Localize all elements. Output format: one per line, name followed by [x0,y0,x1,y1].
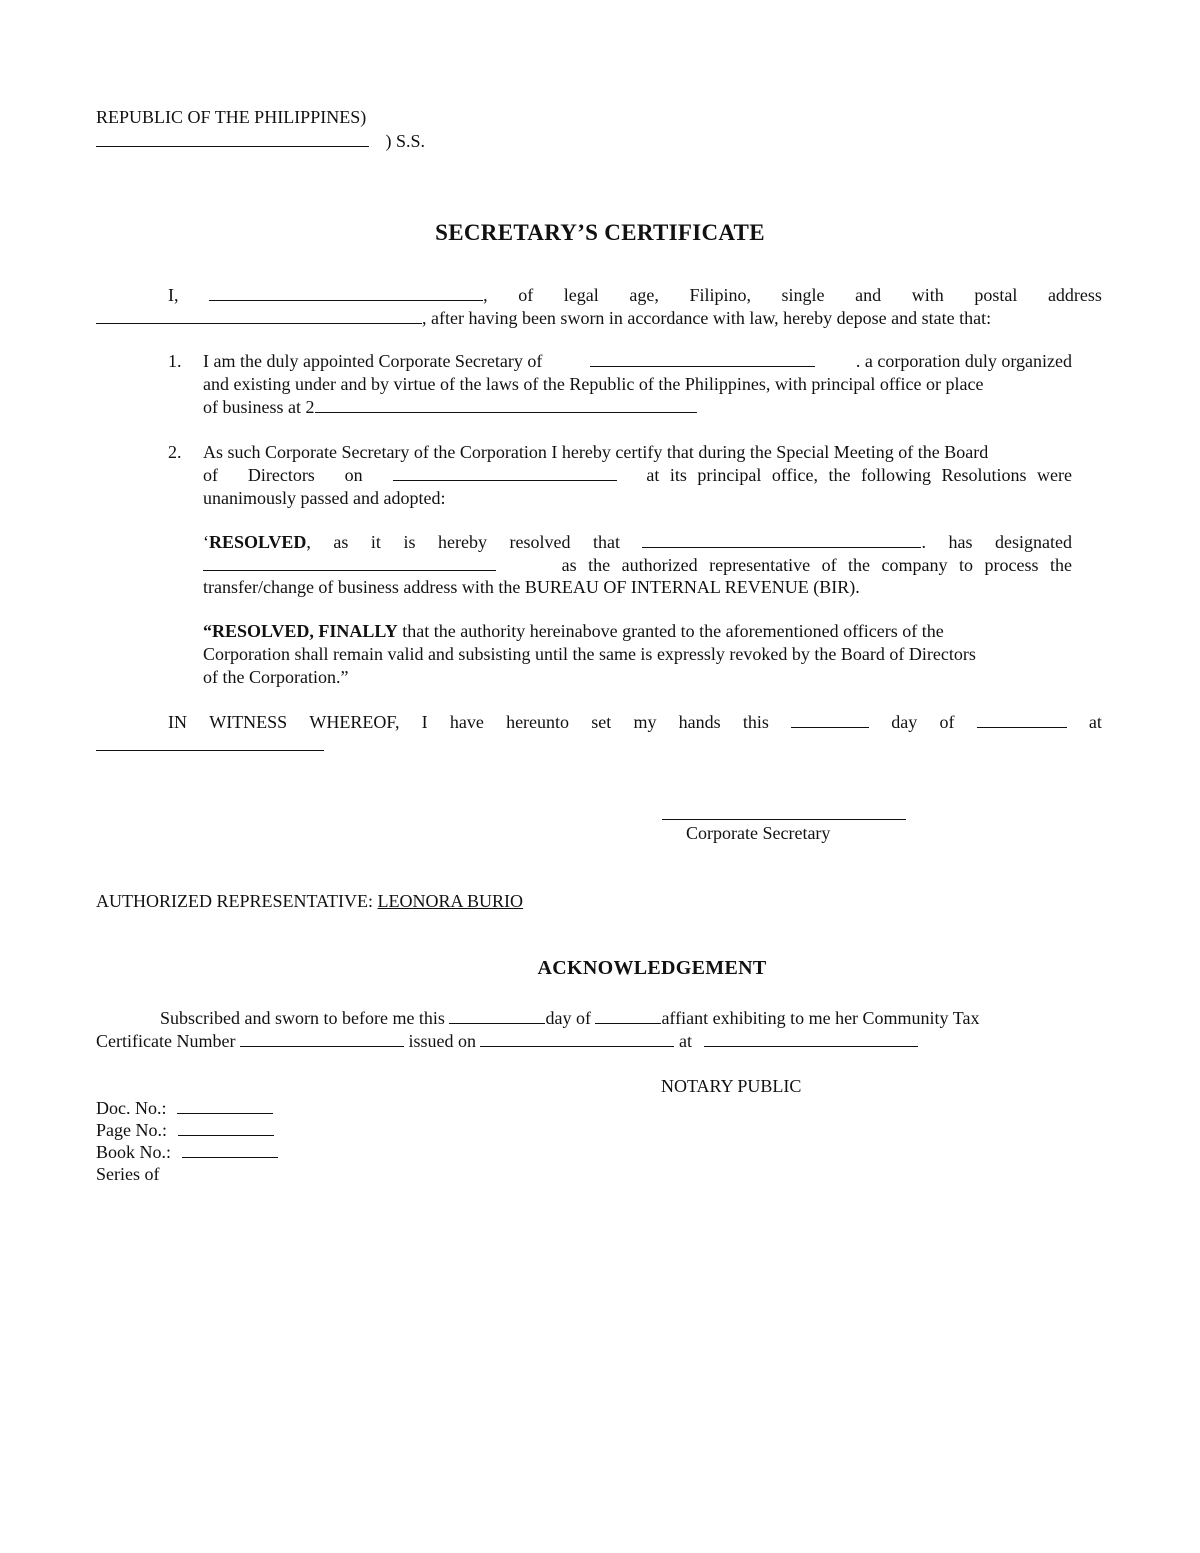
item1-text: . a corporation duly organized [855,351,1072,371]
corporation-field: . [642,531,926,554]
signature-blank[interactable] [662,803,906,820]
witness-day-blank[interactable] [791,711,869,728]
item2-line-1: As such Corporate Secretary of the Corporation I hereby certify that during the Special Meeting of the Board [203,442,989,462]
venue-blank[interactable] [96,130,369,147]
witness-word: of [939,712,955,732]
resolution1-line-2 [203,554,1072,577]
page-no-blank[interactable] [178,1119,274,1136]
intro-word: of [518,285,534,305]
ack-month-blank[interactable] [595,1007,661,1024]
resolution2-line-1: “RESOLVED, FINALLY that the authority hereinabove granted to the aforementioned officers of the [203,621,944,641]
witness-word: IN [168,712,187,732]
intro-word: postal [974,285,1018,305]
item1-line-2: and existing under and by virtue of the laws of the Republic of the Philippines, with principal office or place [203,374,984,394]
intro-word: Filipino, [689,285,751,305]
res1-text: as the authorized representative of the company to process the [561,555,1072,575]
intro-word: single [781,285,825,305]
ss-label: ) S.S. [385,131,426,151]
corporation-blank[interactable] [642,531,921,548]
witness-place-blank[interactable] [96,734,324,751]
ack-line-2: Certificate Number issued on at [96,1030,918,1053]
res1-word: hereby [437,532,487,552]
resolution2-line-3: of the Corporation.” [203,667,349,687]
doc-no-blank[interactable] [177,1097,273,1114]
meeting-date-blank[interactable] [393,464,617,481]
issued-on-blank[interactable] [480,1030,674,1047]
intro-word: address [1047,285,1102,305]
book-no-blank[interactable] [182,1141,278,1158]
witness-word: have [449,712,484,732]
item1-line-3: of business at 2 [203,396,697,419]
item2-word: of [203,465,218,485]
witness-word: hereunto [506,712,570,732]
res1-word: designated [995,532,1072,552]
page-no-line: Page No.: [96,1119,274,1142]
intro-word: legal [563,285,599,305]
postal-address-blank[interactable] [96,307,422,324]
witness-word: I [421,712,428,732]
witness-word: this [742,712,769,732]
ack-day-blank[interactable] [449,1007,545,1024]
intro-word: I, [168,285,179,305]
item2-line-3: unanimously passed and adopted: [203,488,446,508]
witness-word: WHEREOF, [309,712,400,732]
signature-label: Corporate Secretary [686,823,831,843]
item1-text: I am the duly appointed Corporate Secretary of [203,351,543,371]
business-address-blank[interactable] [315,396,697,413]
issued-at-blank[interactable] [704,1030,918,1047]
corporation-name-blank[interactable] [590,350,815,367]
acknowledgement-title: ACKNOWLEDGEMENT [537,957,767,979]
item2-text: at its principal office, the following Resolutions were [646,465,1072,485]
witness-month-blank[interactable] [977,711,1067,728]
item2-word: Directors [247,465,315,485]
intro-word: and [855,285,882,305]
witness-word: hands [678,712,721,732]
resolution1-line-3: transfer/change of business address with the BUREAU OF INTERNAL REVENUE (BIR). [203,577,860,597]
witness-word: my [633,712,657,732]
authorized-name: LEONORA BURIO [377,891,524,911]
authorized-representative [96,890,523,913]
witness-word: set [591,712,612,732]
witness-line-1 [168,711,1102,734]
ctc-number-blank[interactable] [240,1030,404,1047]
res1-word: is [403,532,416,552]
venue-line [96,130,425,153]
res1-word: that [592,532,620,552]
intro-word: with [911,285,944,305]
item2-word: on [344,465,363,485]
intro-line-1 [168,284,1102,307]
item-number: 2. [168,442,182,462]
res1-word: as [333,532,349,552]
notary-public-label: NOTARY PUBLIC [661,1076,802,1096]
affiant-name-field: , [209,284,488,307]
document-title: SECRETARY’S CERTIFICATE [435,220,765,245]
res1-word: has [948,532,973,552]
resolved-label: ‘RESOLVED, [203,532,311,552]
witness-word: at [1088,712,1102,732]
doc-no-line: Doc. No.: [96,1097,273,1120]
affiant-name-blank[interactable] [209,284,483,301]
republic-line: REPUBLIC OF THE PHILIPPINES) [96,107,367,127]
intro-word: age, [629,285,659,305]
resolved-finally-label: “RESOLVED, FINALLY [203,621,398,641]
resolution1-line-1 [203,531,1072,554]
ack-line-1: Subscribed and sworn to before me this day of affiant exhibiting to me her Community Tax [160,1008,980,1028]
res1-word: resolved [509,532,571,552]
item1-line-1 [203,350,1072,373]
book-no-line: Book No.: [96,1141,278,1164]
res1-word: it [370,532,381,552]
intro-line-2: , after having been sworn in accordance with law, hereby depose and state that: [96,307,991,330]
witness-line-2 [96,734,324,757]
representative-blank[interactable] [203,554,496,571]
resolution2-line-2: Corporation shall remain valid and subsisting until the same is expressly revoked by the Board of Directors [203,644,976,664]
series-line: Series of [96,1164,160,1184]
item2-line-2 [203,464,1072,487]
authorized-label: AUTHORIZED REPRESENTATIVE: [96,891,374,911]
item-number: 1. [168,351,182,371]
witness-word: day [891,712,918,732]
witness-word: WITNESS [209,712,288,732]
